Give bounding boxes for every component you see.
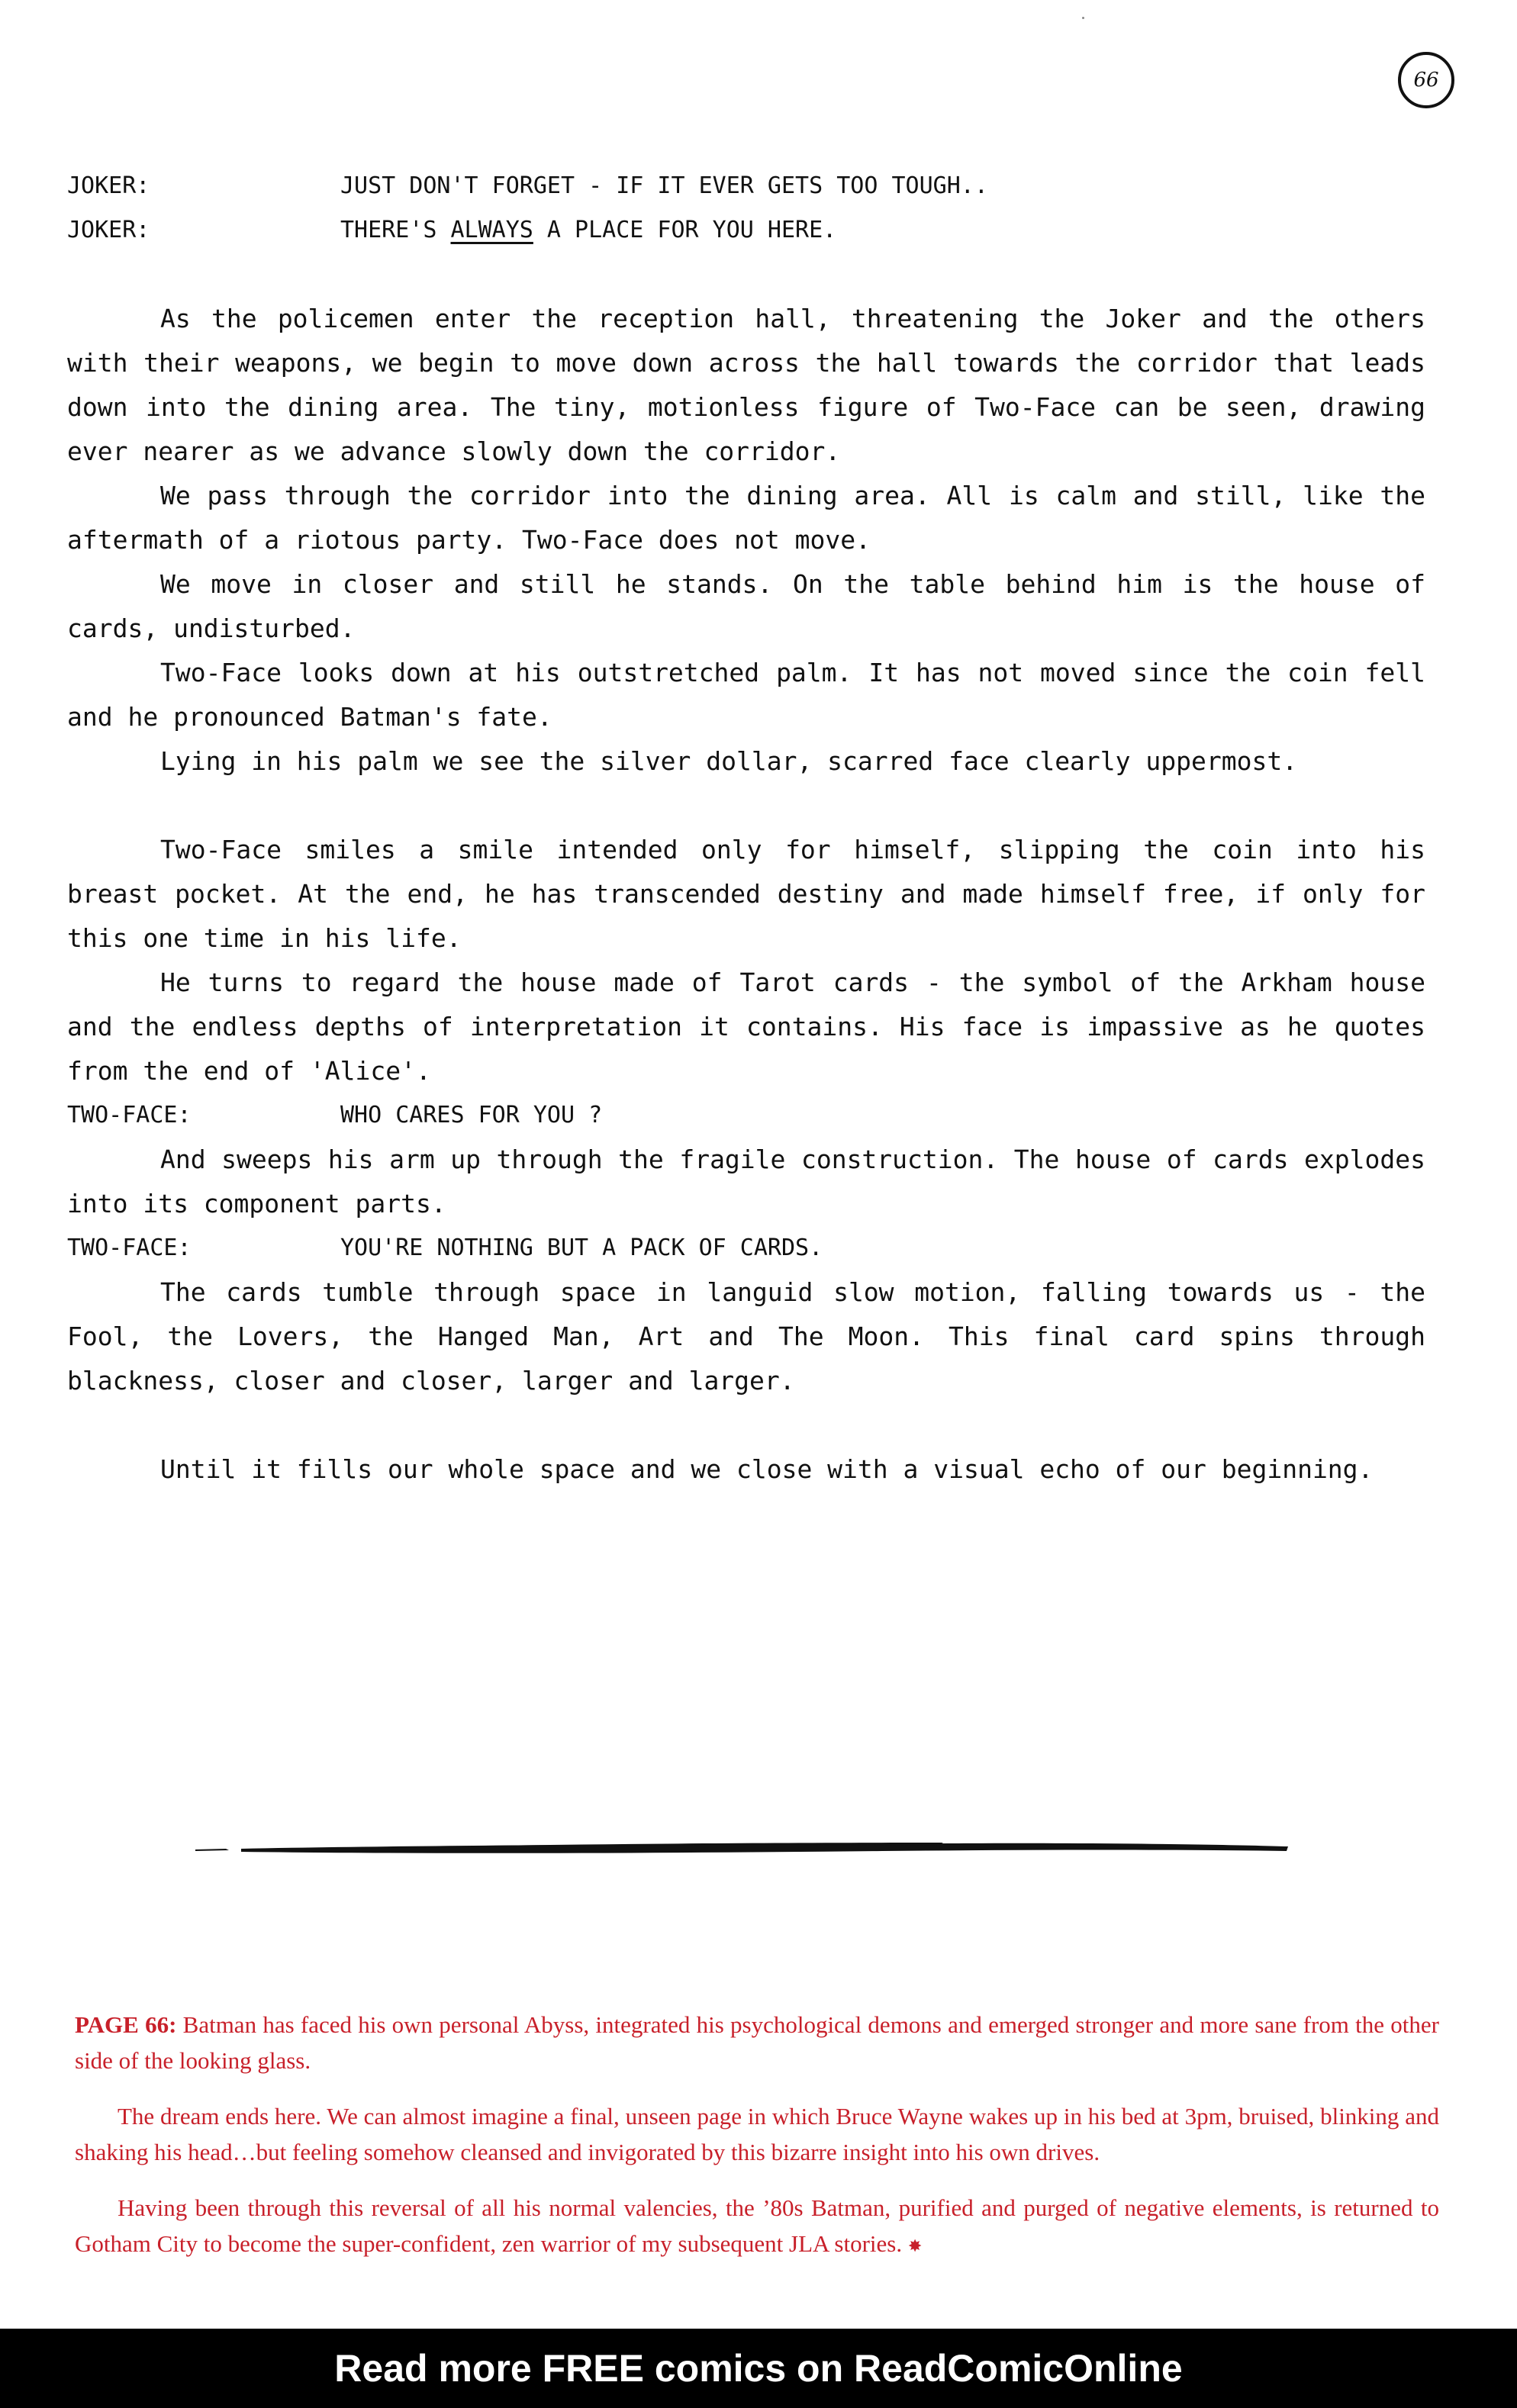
action-paragraph: Two-Face smiles a smile intended only for himself, slipping the coin into his breast pocket. At the end, he has transcended destiny and made himself free, if only for this one time in his life. bbox=[67, 835, 1425, 953]
note-paragraph: The dream ends here. We can almost imagine a final, unseen page in which Bruce Wayne wakes up in his bed at 3pm, bruised, blinking and shaking his head…but feeling somehow cleansed and invigorated by this bizarre insight into his own drives. bbox=[75, 2103, 1439, 2165]
action-paragraph: We pass through the corridor into the dining area. All is calm and still, like the aftermath of a riotous party. Two-Face does not move. bbox=[67, 481, 1425, 555]
annotation-notes bbox=[75, 2007, 1439, 2284]
action-paragraph: Until it fills our whole space and we close with a visual echo of our beginning. bbox=[160, 1454, 1374, 1484]
speech: JUST DON'T FORGET - IF IT EVER GETS TOO TOUGH.. bbox=[340, 172, 988, 199]
promo-banner[interactable]: Read more FREE comics on ReadComicOnline bbox=[0, 2329, 1517, 2408]
speaker: TWO-FACE: bbox=[67, 1235, 192, 1261]
speaker: TWO-FACE: bbox=[67, 1102, 192, 1128]
speaker: JOKER: bbox=[67, 217, 150, 243]
action-paragraph: As the policemen enter the reception hall, threatening the Joker and the others with their weapons, we begin to move down across the hall towards the corridor that leads down into the dining area. The tiny, motionless figure of Two-Face can be seen, drawing ever nearer as we advance slowly down the corridor. bbox=[67, 304, 1425, 466]
speech: YOU'RE NOTHING BUT A PACK OF CARDS. bbox=[340, 1235, 823, 1261]
action-paragraph: He turns to regard the house made of Tarot cards - the symbol of the Arkham house and the endless depths of interpretation it contains. His face is impassive as he quotes from the end of 'Alice'. bbox=[67, 967, 1425, 1086]
speech: THERE'S ALWAYS A PLACE FOR YOU HERE. bbox=[340, 217, 837, 243]
speaker: JOKER: bbox=[67, 172, 150, 199]
page-number: 66 bbox=[1398, 52, 1454, 108]
note-label: PAGE 66: bbox=[75, 2011, 177, 2038]
speech: WHO CARES FOR YOU ? bbox=[340, 1102, 603, 1128]
end-mark-icon: ✸ bbox=[907, 2236, 923, 2255]
emphasis: ALWAYS bbox=[450, 217, 533, 243]
dialogue-line bbox=[67, 164, 1425, 208]
dialogue-line bbox=[67, 208, 1425, 253]
action-paragraph: The cards tumble through space in languid slow motion, falling towards us - the Fool, the Lovers, the Hanged Man, Art and The Moon. This final card spins through blackness, closer and closer, larger and larger. bbox=[67, 1277, 1425, 1396]
dialogue-line bbox=[67, 1093, 1425, 1138]
dialogue-line bbox=[67, 1226, 1425, 1270]
script-body bbox=[67, 164, 1425, 1492]
action-paragraph: We move in closer and still he stands. On the table behind him is the house of cards, undisturbed. bbox=[67, 569, 1425, 643]
action-paragraph: Two-Face looks down at his outstretched palm. It has not moved since the coin fell and he pronounced Batman's fate. bbox=[67, 658, 1425, 732]
action-paragraph: And sweeps his arm up through the fragile construction. The house of cards explodes into its component parts. bbox=[67, 1144, 1425, 1218]
note-paragraph: PAGE 66: Batman has faced his own personal Abyss, integrated his psychological demons and emerged stronger and more sane from the other side of the looking glass. bbox=[75, 2011, 1439, 2074]
ink-brush-rule bbox=[195, 1839, 1288, 1860]
stray-dot bbox=[1082, 17, 1084, 19]
note-paragraph: Having been through this reversal of all his normal valencies, the ’80s Batman, purified and purged of negative elements, is returned to Gotham City to become the super-confident, zen warrior of my subsequent JLA stories. ✸ bbox=[75, 2194, 1439, 2257]
action-paragraph: Lying in his palm we see the silver dollar, scarred face clearly uppermost. bbox=[160, 746, 1298, 776]
